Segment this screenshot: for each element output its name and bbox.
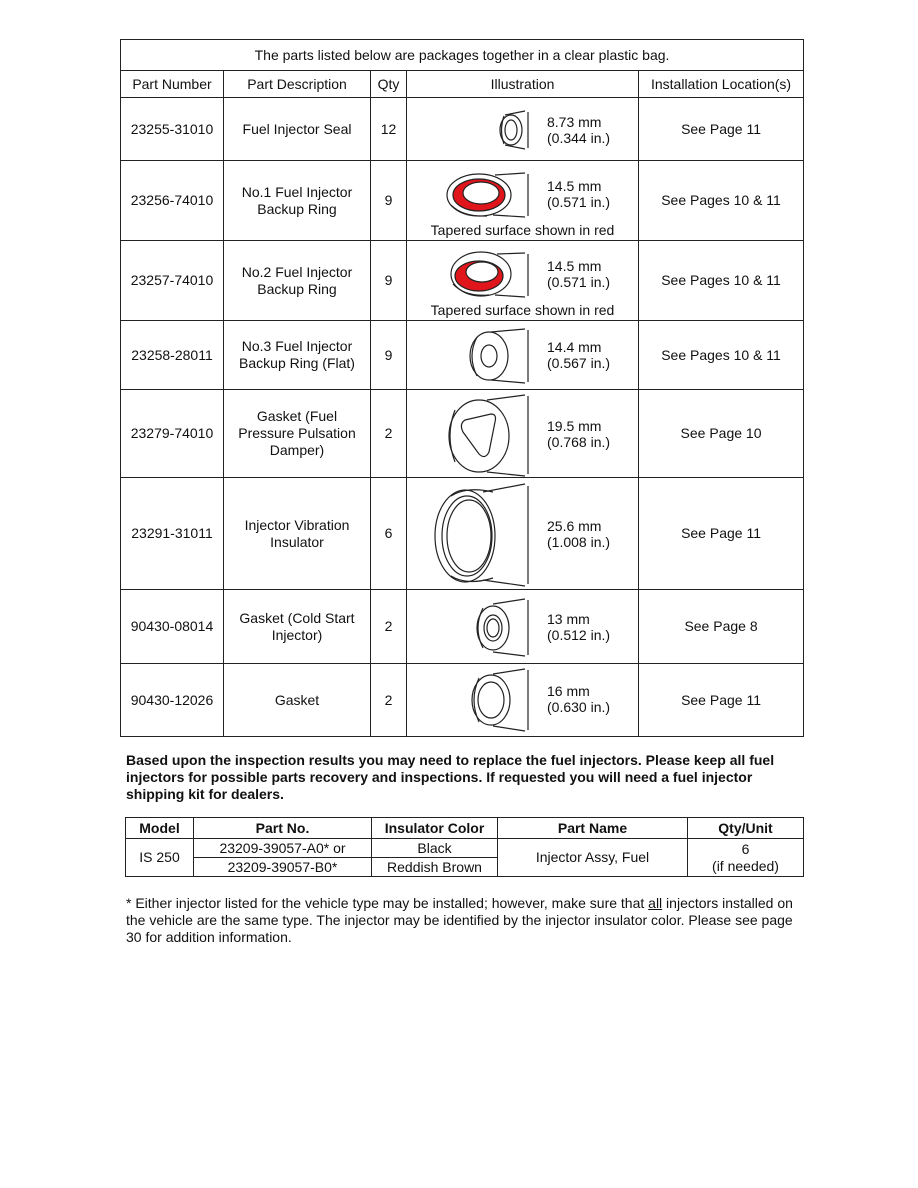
part-no-cell: 23209-39057-A0* or (194, 839, 372, 858)
illustration-cell (407, 161, 639, 241)
dimension-mm: 8.73 mm (547, 114, 602, 130)
table-row (121, 590, 804, 664)
part-qty: 2 (371, 590, 407, 664)
installation-location: See Page 11 (639, 98, 804, 161)
dimension-mm: 13 mm (547, 611, 590, 627)
table-row (121, 161, 804, 241)
parts-table-caption: The parts listed below are packages together in a clear plastic bag. (121, 40, 804, 71)
insulator-color-cell: Reddish Brown (372, 858, 498, 877)
header-part-no: Part No. (194, 818, 372, 839)
illustration-cell (407, 664, 639, 737)
installation-location: See Page 11 (639, 664, 804, 737)
installation-location: See Page 11 (639, 478, 804, 590)
illustration-cell (407, 321, 639, 390)
table-row (121, 478, 804, 590)
table-row (121, 98, 804, 161)
part-description: Fuel Injector Seal (224, 98, 371, 161)
part-description: Gasket (224, 664, 371, 737)
footnote (126, 895, 806, 946)
header-qty-unit: Qty/Unit (688, 818, 804, 839)
part-description: Gasket (Cold Start Injector) (224, 590, 371, 664)
header-part-number: Part Number (121, 71, 224, 98)
part-number: 23279-74010 (121, 390, 224, 478)
part-no-cell: 23209-39057-B0* (194, 858, 372, 877)
installation-location: See Page 10 (639, 390, 804, 478)
illustration-cell (407, 590, 639, 664)
footnote-text-before: * Either injector listed for the vehicle type may be installed; however, make sure that (126, 895, 649, 911)
header-insulator-color: Insulator Color (372, 818, 498, 839)
table-row (121, 664, 804, 737)
dimension-in: (1.008 in.) (547, 534, 611, 550)
dimension-in: (0.567 in.) (547, 355, 611, 371)
illustration-cell (407, 390, 639, 478)
part-number: 23291-31011 (121, 478, 224, 590)
injector-table (125, 817, 804, 877)
header-model: Model (126, 818, 194, 839)
part-number: 23256-74010 (121, 161, 224, 241)
dimension-in: (0.571 in.) (547, 194, 611, 210)
header-illustration: Illustration (407, 71, 639, 98)
part-number: 23257-74010 (121, 241, 224, 321)
table-row (121, 390, 804, 478)
part-name-cell: Injector Assy, Fuel (498, 839, 688, 877)
illustration-cell (407, 241, 639, 321)
part-qty: 6 (371, 478, 407, 590)
qty-note: (if needed) (712, 857, 779, 874)
dimension-in: (0.571 in.) (547, 274, 611, 290)
qty-value: 6 (741, 840, 750, 857)
insulator-color-cell: Black (372, 839, 498, 858)
installation-location: See Pages 10 & 11 (639, 241, 804, 321)
part-qty: 2 (371, 664, 407, 737)
part-qty: 9 (371, 241, 407, 321)
part-description: No.2 Fuel Injector Backup Ring (224, 241, 371, 321)
part-qty: 12 (371, 98, 407, 161)
footnote-emphasis: all (648, 895, 663, 911)
illustration-cell (407, 98, 639, 161)
illustration-cell (407, 478, 639, 590)
part-description: No.1 Fuel Injector Backup Ring (224, 161, 371, 241)
dimension-mm: 19.5 mm (547, 418, 602, 434)
dimension-in: (0.344 in.) (547, 130, 611, 146)
dimension-in: (0.630 in.) (547, 699, 611, 715)
table-row (121, 321, 804, 390)
dimension-in: (0.512 in.) (547, 627, 611, 643)
part-description: Injector Vibration Insulator (224, 478, 371, 590)
part-description: Gasket (Fuel Pressure Pulsation Damper) (224, 390, 371, 478)
footnote-text-after: injectors installed on the vehicle are the same type. The injector may be identified by the injector insulator color. Please see page 30 for addition information. (126, 895, 793, 945)
dimension-mm: 14.5 mm (547, 178, 602, 194)
replacement-notice: Based upon the inspection results you may need to replace the fuel injectors. Please keep all fuel injectors for possible parts recovery and inspections. If requested you will need a fuel injector shipping kit for dealers. (126, 752, 775, 802)
part-qty: 2 (371, 390, 407, 478)
dimension-mm: 16 mm (547, 683, 590, 699)
part-number: 23258-28011 (121, 321, 224, 390)
part-number: 90430-12026 (121, 664, 224, 737)
installation-location: See Page 8 (639, 590, 804, 664)
header-qty: Qty (371, 71, 407, 98)
installation-location: See Pages 10 & 11 (639, 161, 804, 241)
header-part-description: Part Description (224, 71, 371, 98)
table-row (126, 839, 804, 858)
installation-location: See Pages 10 & 11 (639, 321, 804, 390)
part-qty: 9 (371, 321, 407, 390)
part-qty: 9 (371, 161, 407, 241)
qty-unit-cell (688, 839, 804, 877)
part-number: 90430-08014 (121, 590, 224, 664)
parts-table (120, 39, 804, 737)
header-part-name: Part Name (498, 818, 688, 839)
dimension-mm: 14.4 mm (547, 339, 602, 355)
tapered-surface-note: Tapered surface shown in red (430, 222, 615, 238)
model-cell: IS 250 (126, 839, 194, 877)
dimension-in: (0.768 in.) (547, 434, 611, 450)
dimension-mm: 14.5 mm (547, 258, 602, 274)
header-installation-location: Installation Location(s) (639, 71, 804, 98)
dimension-mm: 25.6 mm (547, 518, 602, 534)
part-description: No.3 Fuel Injector Backup Ring (Flat) (224, 321, 371, 390)
table-row (121, 241, 804, 321)
part-number: 23255-31010 (121, 98, 224, 161)
tapered-surface-note: Tapered surface shown in red (430, 302, 615, 318)
